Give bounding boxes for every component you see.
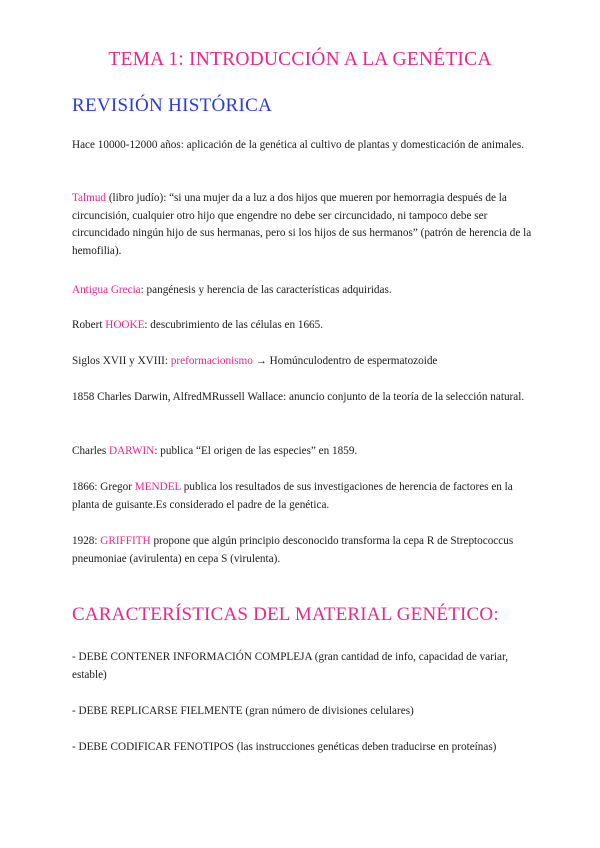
paragraph-text: Hace 10000-12000 años: aplicación de la genética al cultivo de plantas y domesticación de animales. — [72, 139, 525, 151]
highlight-term: HOOKE — [105, 319, 145, 331]
highlight-term: preformacionismo — [170, 355, 253, 367]
highlight-term: GRIFFITH — [100, 535, 151, 547]
paragraph-text: publica los resultados de sus investigaciones de herencia de factores en la planta de guisante.Es considerado el padre de la genética. — [72, 481, 513, 511]
paragraph-text: propone que algún principio desconocido transforma la cepa R de Streptococcus pneumoniae (avirulenta) en cepa S (virulenta). — [72, 535, 514, 565]
list-item: - DEBE CONTENER INFORMACIÓN COMPLEJA (gran cantidad de info, capacidad de variar, estable) — [72, 651, 509, 681]
paragraph-darwin — [72, 443, 534, 461]
list-item: - DEBE REPLICARSE FIELMENTE (gran número de divisiones celulares) — [72, 705, 414, 717]
paragraph-text: 1858 Charles Darwin, AlfredMRussell Wallace: anuncio conjunto de la teoría de la selección natural. — [72, 391, 525, 403]
paragraph-text: → Homúnculodentro de espermatozoide — [252, 355, 438, 367]
paragraph-griffith — [72, 533, 534, 568]
highlight-term: MENDEL — [134, 481, 181, 493]
paragraph-preformationism — [72, 353, 534, 371]
paragraph-prefix: Robert — [72, 319, 106, 331]
paragraph-text: : pangénesis y herencia de las características adquiridas. — [140, 284, 392, 296]
paragraph-text: : publica “El origen de las especies” en 1859. — [154, 445, 358, 457]
paragraph-mendel — [72, 479, 534, 514]
paragraph-hooke — [72, 317, 534, 335]
paragraph-domestication — [72, 137, 534, 155]
paragraph-text: (libro judío): “si una mujer da a luz a dos hijos que mueren por hemorragia después de la circuncisión, cualquier otro hijo que engendre no debe ser circuncidado, ni tampoco debe ser circuncidado ningún hijo de sus hermanas, pero si los hijos de sus hermanos” (patrón de herencia de la hemofilia). — [72, 192, 532, 257]
highlight-term: Antigua Grecia — [72, 284, 141, 296]
highlight-term: DARWIN — [108, 445, 155, 457]
paragraph-text: : descubrimiento de las células en 1665. — [144, 319, 324, 331]
document-title: TEMA 1: INTRODUCCIÓN A LA GENÉTICA — [108, 49, 492, 70]
paragraph-prefix: Siglos XVII y XVIII: — [72, 355, 171, 367]
paragraph-prefix: 1866: Gregor — [72, 481, 135, 493]
paragraph-prefix: 1928: — [72, 535, 101, 547]
list-item: - DEBE CODIFICAR FENOTIPOS (las instrucciones genéticas deben traducirse en proteínas) — [72, 741, 497, 753]
paragraph-darwin-wallace — [72, 389, 534, 407]
highlight-term: Talmud — [72, 192, 107, 204]
paragraph-greece — [72, 282, 534, 300]
section-heading-history: REVISIÓN HISTÓRICA — [72, 95, 273, 116]
paragraph-talmud — [72, 190, 534, 260]
paragraph-prefix: Charles — [72, 445, 109, 457]
section-heading-characteristics: CARACTERÍSTICAS DEL MATERIAL GENÉTICO: — [72, 604, 499, 625]
